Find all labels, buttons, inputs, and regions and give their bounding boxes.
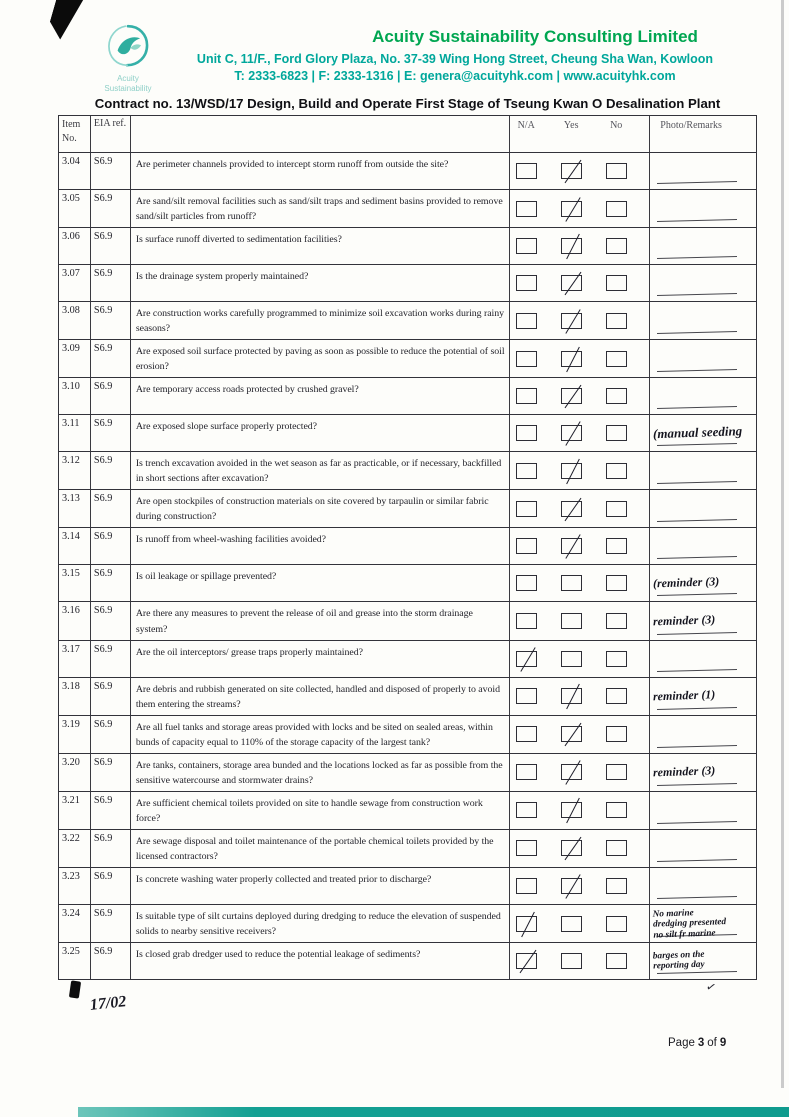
handwritten-check-mark	[521, 911, 535, 936]
checkbox-no	[606, 953, 627, 969]
checkbox-na	[516, 463, 537, 479]
row-item-no: 3.20	[59, 754, 91, 791]
row-eia-ref: S6.9	[91, 528, 131, 564]
handwritten-remark: reminder (1)	[653, 687, 716, 704]
row-eia-ref: S6.9	[91, 602, 131, 639]
remarks-blank-line	[657, 293, 737, 296]
checkbox-no	[606, 201, 627, 217]
checkbox-no	[606, 163, 627, 179]
row-remarks-cell	[650, 602, 756, 639]
row-remarks-cell	[650, 228, 756, 264]
checkbox-no	[606, 388, 627, 404]
handwritten-check-mark	[566, 347, 580, 372]
row-checkboxes	[510, 528, 651, 564]
row-item-no: 3.15	[59, 565, 91, 601]
table-row	[59, 565, 756, 602]
checkbox-na	[516, 313, 537, 329]
row-eia-ref: S6.9	[91, 190, 131, 227]
row-checkboxes	[510, 754, 651, 791]
row-item-no: 3.10	[59, 378, 91, 414]
checkbox-na	[516, 726, 537, 742]
checkbox-no	[606, 688, 627, 704]
table-row	[59, 905, 756, 943]
row-item-no: 3.11	[59, 415, 91, 451]
row-item-no: 3.04	[59, 153, 91, 189]
handwritten-remark: barges on the reporting day	[652, 949, 706, 973]
row-item-no: 3.07	[59, 265, 91, 301]
row-checkboxes	[510, 565, 651, 601]
row-checkboxes	[510, 153, 651, 189]
header-photo-remarks-label: Photo/Remarks	[660, 120, 722, 131]
table-row	[59, 415, 756, 452]
row-question: Are sewage disposal and toilet maintenance of the portable chemical toilets provided by the licensed contractors?	[131, 830, 510, 867]
row-item-no: 3.24	[59, 905, 91, 942]
row-question: Are all fuel tanks and storage areas provided with locks and be sited on sealed areas, within bunds of capacity equal to 110% of the storage capacity of the largest tank?	[131, 716, 510, 753]
row-remarks-cell	[650, 678, 756, 715]
handwritten-check-mark	[564, 498, 581, 522]
remarks-blank-line	[657, 256, 737, 259]
handwritten-remark: No marine dredging presented no silt fr marine	[652, 907, 727, 941]
checkbox-na	[516, 501, 537, 517]
checkbox-na	[516, 840, 537, 856]
checkbox-yes	[561, 802, 582, 818]
table-row	[59, 830, 756, 868]
checkbox-no	[606, 764, 627, 780]
checkbox-yes	[561, 688, 582, 704]
handwritten-check-mark	[520, 647, 535, 672]
footer-total-pages: 9	[719, 1037, 727, 1049]
checkbox-no	[606, 878, 627, 894]
row-item-no: 3.06	[59, 228, 91, 264]
row-item-no: 3.09	[59, 340, 91, 377]
row-eia-ref: S6.9	[91, 490, 131, 527]
row-question: Are the oil interceptors/ grease traps properly maintained?	[131, 641, 510, 677]
checkbox-no	[606, 463, 627, 479]
row-question: Are there any measures to prevent the release of oil and grease into the storm drainage system?	[131, 602, 510, 639]
company-contacts: T: 2333-6823 | F: 2333-1316 | E: genera@acuityhk.com | www.acuityhk.com	[234, 69, 676, 83]
checkbox-na	[516, 688, 537, 704]
remarks-blank-line	[657, 443, 737, 446]
row-eia-ref: S6.9	[91, 228, 131, 264]
table-row	[59, 943, 756, 980]
row-eia-ref: S6.9	[91, 641, 131, 677]
row-checkboxes	[510, 602, 651, 639]
table-row	[59, 868, 756, 905]
row-eia-ref: S6.9	[91, 678, 131, 715]
checkbox-no	[606, 840, 627, 856]
logo-text-line2: Sustainability	[104, 84, 152, 93]
table-row	[59, 716, 756, 754]
footer-page-word: Page	[668, 1037, 695, 1049]
row-remarks-cell	[650, 265, 756, 301]
checkbox-yes	[561, 764, 582, 780]
scan-artifact-bottom-bar	[78, 1107, 789, 1117]
handwritten-check-mark	[565, 422, 580, 447]
checkbox-na	[516, 802, 537, 818]
table-row	[59, 754, 756, 792]
checkbox-na	[516, 425, 537, 441]
row-eia-ref: S6.9	[91, 340, 131, 377]
scan-artifact-corner	[46, 0, 85, 43]
row-item-no: 3.12	[59, 452, 91, 489]
checkbox-no	[606, 726, 627, 742]
remarks-blank-line	[657, 406, 737, 409]
checkbox-na	[516, 575, 537, 591]
remarks-blank-line	[657, 821, 737, 824]
row-question: Are debris and rubbish generated on site collected, handled and disposed of properly to avoid them entering the streams?	[131, 678, 510, 715]
page-number	[668, 1037, 729, 1049]
checkbox-yes	[561, 953, 582, 969]
header-question-column	[131, 116, 510, 152]
row-checkboxes	[510, 792, 651, 829]
row-question: Is surface runoff diverted to sedimentation facilities?	[131, 228, 510, 264]
row-eia-ref: S6.9	[91, 943, 131, 979]
row-checkboxes	[510, 641, 651, 677]
handwritten-check-mark	[566, 234, 580, 259]
handwritten-remark: (reminder (3)	[653, 574, 720, 591]
handwritten-remark: (manual seeding	[653, 423, 743, 442]
remarks-blank-line	[657, 707, 737, 710]
table-row	[59, 228, 756, 265]
row-question: Are temporary access roads protected by crushed gravel?	[131, 378, 510, 414]
row-question: Is suitable type of silt curtains deployed during dredging to reduce the elevation of suspended solids to nearby sensitive receivers?	[131, 905, 510, 942]
handwritten-remark: reminder (3)	[653, 763, 716, 780]
row-checkboxes	[510, 378, 651, 414]
footer-of-word: of	[707, 1037, 717, 1049]
remarks-blank-line	[657, 896, 737, 899]
handwritten-remark: reminder (3)	[653, 612, 716, 629]
row-item-no: 3.18	[59, 678, 91, 715]
remarks-blank-line	[657, 331, 737, 334]
row-checkboxes	[510, 868, 651, 904]
row-remarks-cell	[650, 302, 756, 339]
company-name: Acuity Sustainability Consulting Limited	[372, 27, 698, 46]
header-item-no	[59, 116, 91, 152]
checkbox-na	[516, 275, 537, 291]
checkbox-na	[516, 651, 537, 667]
row-item-no: 3.23	[59, 868, 91, 904]
checkbox-no	[606, 425, 627, 441]
table-row	[59, 452, 756, 490]
row-remarks-cell	[650, 716, 756, 753]
handwritten-check-mark	[564, 723, 581, 747]
handwritten-check-mark	[564, 160, 581, 184]
row-eia-ref: S6.9	[91, 265, 131, 301]
header-yes-label: Yes	[563, 120, 579, 131]
row-checkboxes	[510, 228, 651, 264]
checkbox-yes	[561, 313, 582, 329]
checkbox-na	[516, 916, 537, 932]
checkbox-yes	[561, 238, 582, 254]
row-question: Are construction works carefully programmed to minimize soil excavation works during rainy seasons?	[131, 302, 510, 339]
logo-text-line1: Acuity	[117, 74, 139, 83]
row-checkboxes	[510, 265, 651, 301]
checkbox-na	[516, 238, 537, 254]
handwritten-check-mark	[565, 874, 580, 899]
row-remarks-cell	[650, 340, 756, 377]
header-na-label: N/A	[517, 120, 535, 131]
checkbox-no	[606, 313, 627, 329]
checkbox-yes	[561, 538, 582, 554]
table-row	[59, 265, 756, 302]
row-remarks-cell	[650, 378, 756, 414]
row-remarks-cell	[650, 153, 756, 189]
row-checkboxes	[510, 943, 651, 979]
checklist-table	[58, 115, 757, 980]
remarks-blank-line	[657, 859, 737, 862]
row-remarks-cell	[650, 792, 756, 829]
checkbox-yes	[561, 275, 582, 291]
checkbox-yes	[561, 575, 582, 591]
row-remarks-cell	[650, 868, 756, 904]
row-question: Are sand/silt removal facilities such as sand/silt traps and sediment basins provided to remove sand/silt particles from runoff?	[131, 190, 510, 227]
row-item-no: 3.16	[59, 602, 91, 639]
checkbox-na	[516, 764, 537, 780]
checkbox-na	[516, 613, 537, 629]
remarks-blank-line	[657, 219, 737, 222]
row-checkboxes	[510, 340, 651, 377]
row-question: Are open stockpiles of construction materials on site covered by tarpaulin or similar fabric during construction?	[131, 490, 510, 527]
checkbox-no	[606, 613, 627, 629]
remarks-blank-line	[657, 593, 737, 596]
checkbox-yes	[561, 726, 582, 742]
row-question: Is closed grab dredger used to reduce the potential leakage of sediments?	[131, 943, 510, 979]
checkbox-na	[516, 163, 537, 179]
checkbox-yes	[561, 501, 582, 517]
company-logo-icon	[102, 20, 154, 74]
remarks-blank-line	[657, 783, 737, 786]
checkbox-yes	[561, 916, 582, 932]
checkbox-yes	[561, 651, 582, 667]
row-remarks-cell	[650, 943, 756, 979]
row-item-no: 3.13	[59, 490, 91, 527]
remarks-blank-line	[657, 632, 737, 635]
checklist-body	[59, 153, 756, 980]
row-eia-ref: S6.9	[91, 792, 131, 829]
row-eia-ref: S6.9	[91, 716, 131, 753]
checkbox-no	[606, 275, 627, 291]
row-remarks-cell	[650, 190, 756, 227]
contract-title: Contract no. 13/WSD/17 Design, Build and Operate First Stage of Tseung Kwan O Desalination Plant	[94, 96, 721, 111]
scan-artifact-right-shadow	[781, 0, 784, 1088]
checkbox-na	[516, 201, 537, 217]
handwritten-check-mark	[564, 272, 581, 296]
row-question: Is runoff from wheel-washing facilities avoided?	[131, 528, 510, 564]
row-eia-ref: S6.9	[91, 452, 131, 489]
row-question: Is the drainage system properly maintained?	[131, 265, 510, 301]
checkbox-yes	[561, 613, 582, 629]
checkbox-yes	[561, 388, 582, 404]
row-question: Are tanks, containers, storage area bunded and the locations locked as far as possible from the sensitive watercourse and stormwater drains?	[131, 754, 510, 791]
row-remarks-cell	[650, 565, 756, 601]
row-question: Are exposed soil surface protected by paving as soon as possible to reduce the potential of soil erosion?	[131, 340, 510, 377]
table-row	[59, 153, 756, 190]
table-row	[59, 641, 756, 678]
checkbox-yes	[561, 351, 582, 367]
remarks-blank-line	[657, 745, 737, 748]
remarks-blank-line	[657, 519, 737, 522]
row-item-no: 3.21	[59, 792, 91, 829]
checkbox-na	[516, 878, 537, 894]
row-eia-ref: S6.9	[91, 905, 131, 942]
row-checkboxes	[510, 830, 651, 867]
handwritten-stray-mark: ✓	[704, 979, 718, 996]
row-remarks-cell	[650, 641, 756, 677]
row-checkboxes	[510, 490, 651, 527]
row-item-no: 3.08	[59, 302, 91, 339]
checkbox-na	[516, 953, 537, 969]
row-checkboxes	[510, 190, 651, 227]
row-checkboxes	[510, 415, 651, 451]
row-item-no: 3.25	[59, 943, 91, 979]
row-checkboxes	[510, 302, 651, 339]
row-eia-ref: S6.9	[91, 565, 131, 601]
row-item-no: 3.19	[59, 716, 91, 753]
row-checkboxes	[510, 678, 651, 715]
table-row	[59, 528, 756, 565]
handwritten-check-mark	[519, 950, 536, 974]
handwritten-check-mark	[565, 309, 580, 334]
checkbox-no	[606, 802, 627, 818]
header-item-line2: No.	[62, 133, 77, 144]
checkbox-yes	[561, 463, 582, 479]
handwritten-check-mark	[565, 761, 580, 786]
handwritten-check-mark	[564, 385, 581, 409]
checkbox-no	[606, 651, 627, 667]
checkbox-na	[516, 388, 537, 404]
row-remarks-cell	[650, 452, 756, 489]
row-remarks-cell	[650, 415, 756, 451]
remarks-blank-line	[657, 669, 737, 672]
table-row	[59, 302, 756, 340]
checkbox-no	[606, 238, 627, 254]
handwritten-check-mark	[566, 798, 580, 823]
table-row	[59, 340, 756, 378]
checkbox-yes	[561, 201, 582, 217]
footer-page-number: 3	[697, 1037, 705, 1049]
checkbox-yes	[561, 163, 582, 179]
row-remarks-cell	[650, 905, 756, 942]
checkbox-na	[516, 538, 537, 554]
checkbox-yes	[561, 878, 582, 894]
company-address: Unit C, 11/F., Ford Glory Plaza, No. 37-39 Wing Hong Street, Cheung Sha Wan, Kowloon	[196, 52, 714, 66]
row-remarks-cell	[650, 754, 756, 791]
handwritten-check-mark	[565, 535, 580, 560]
table-row	[59, 678, 756, 716]
row-eia-ref: S6.9	[91, 415, 131, 451]
checkbox-na	[516, 351, 537, 367]
row-checkboxes	[510, 905, 651, 942]
remarks-blank-line	[657, 181, 737, 184]
row-eia-ref: S6.9	[91, 302, 131, 339]
remarks-blank-line	[657, 556, 737, 559]
row-question: Is oil leakage or spillage prevented?	[131, 565, 510, 601]
handwritten-check-mark	[565, 197, 580, 222]
header-item-line1: Item	[62, 119, 81, 130]
scan-artifact-blob	[69, 980, 81, 998]
handwritten-check-mark	[566, 684, 580, 709]
row-question: Are perimeter channels provided to intercept storm runoff from outside the site?	[131, 153, 510, 189]
table-row	[59, 602, 756, 640]
row-checkboxes	[510, 716, 651, 753]
table-row	[59, 490, 756, 528]
row-question: Is trench excavation avoided in the wet season as far as practicable, or if necessary, backfilled in short sections after excavation?	[131, 452, 510, 489]
row-item-no: 3.14	[59, 528, 91, 564]
checkbox-yes	[561, 425, 582, 441]
row-question: Is concrete washing water properly collected and treated prior to discharge?	[131, 868, 510, 904]
row-item-no: 3.05	[59, 190, 91, 227]
row-question: Are sufficient chemical toilets provided on site to handle sewage from construction work force?	[131, 792, 510, 829]
checkbox-yes	[561, 840, 582, 856]
handwritten-check-mark	[566, 459, 580, 484]
row-item-no: 3.22	[59, 830, 91, 867]
checkbox-no	[606, 575, 627, 591]
header-eia-ref: EIA ref.	[91, 116, 131, 152]
table-row	[59, 792, 756, 830]
handwritten-date: 17/02	[89, 993, 128, 1014]
header-no-label: No	[610, 120, 623, 131]
row-remarks-cell	[650, 490, 756, 527]
row-question: Are exposed slope surface properly protected?	[131, 415, 510, 451]
row-eia-ref: S6.9	[91, 378, 131, 414]
row-item-no: 3.17	[59, 641, 91, 677]
row-remarks-cell	[650, 528, 756, 564]
row-remarks-cell	[650, 830, 756, 867]
table-header-row	[59, 116, 756, 153]
checkbox-no	[606, 501, 627, 517]
row-eia-ref: S6.9	[91, 153, 131, 189]
checkbox-no	[606, 538, 627, 554]
row-eia-ref: S6.9	[91, 830, 131, 867]
row-eia-ref: S6.9	[91, 754, 131, 791]
handwritten-check-mark	[564, 837, 581, 861]
remarks-blank-line	[657, 481, 737, 484]
row-eia-ref: S6.9	[91, 868, 131, 904]
checkbox-no	[606, 351, 627, 367]
remarks-blank-line	[657, 369, 737, 372]
header-check-columns	[510, 116, 651, 152]
row-checkboxes	[510, 452, 651, 489]
table-row	[59, 190, 756, 228]
table-row	[59, 378, 756, 415]
checkbox-no	[606, 916, 627, 932]
